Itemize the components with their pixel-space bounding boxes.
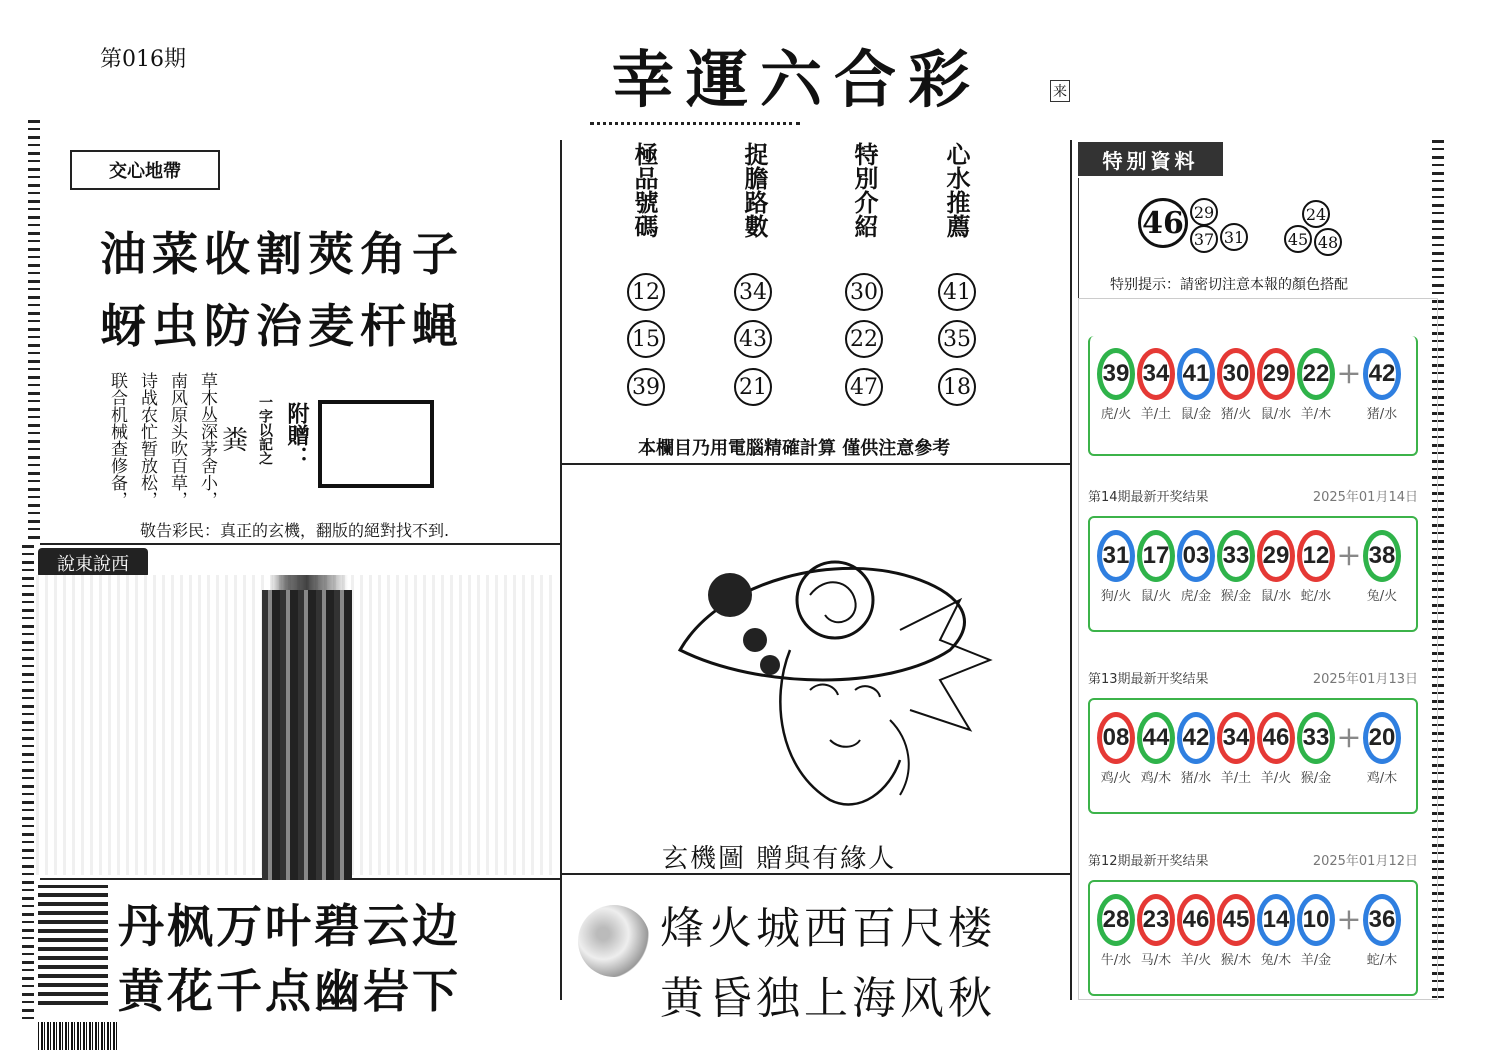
ball-number: 29 <box>1257 530 1295 582</box>
special-number: 29 <box>1190 198 1218 226</box>
vertical-poem-line: 诗战农忙暂放松， <box>137 372 157 508</box>
lottery-ball <box>1136 348 1176 422</box>
result-balls <box>1096 894 1402 968</box>
lottery-ball <box>1362 894 1402 968</box>
lottery-ball <box>1136 530 1176 604</box>
ball-zodiac: 鸡/火 <box>1100 771 1132 786</box>
ball-number: 28 <box>1097 894 1135 946</box>
ball-number: 14 <box>1257 894 1295 946</box>
number-circle: 18 <box>938 368 976 406</box>
gift-label: 附贈： <box>284 402 309 468</box>
lottery-ball <box>1362 530 1402 604</box>
special-hint: 特别提示：請密切注意本報的顏色搭配 <box>1110 277 1348 293</box>
lottery-ball <box>1096 712 1136 786</box>
riddle-illustration <box>660 540 1000 830</box>
number-circle: 12 <box>627 273 665 311</box>
ball-number: 42 <box>1177 712 1215 764</box>
lottery-ball <box>1256 712 1296 786</box>
special-number: 31 <box>1220 223 1248 251</box>
poem-bottom-center-1: 烽火城西百尺楼 <box>660 903 996 954</box>
ball-number: 30 <box>1217 348 1255 400</box>
ball-number: 23 <box>1137 894 1175 946</box>
result-date: 2025年01月13日 <box>1312 672 1418 687</box>
column-head-1: 極品號碼 <box>630 142 659 238</box>
section-label-heart: 交心地帶 <box>70 150 220 190</box>
ball-number: 33 <box>1297 712 1335 764</box>
number-circle: 47 <box>845 368 883 406</box>
special-number: 24 <box>1302 200 1330 228</box>
section-label-talk: 說東說西 <box>38 548 148 578</box>
lottery-ball <box>1096 348 1136 422</box>
result-header <box>1088 486 1418 505</box>
poem-bottom-left-1: 丹枫万叶碧云边 <box>118 899 461 953</box>
plus-icon: + <box>1336 902 1362 937</box>
column-head-4: 心水推薦 <box>942 142 971 238</box>
lottery-ball <box>1176 894 1216 968</box>
result-date: 2025年01月14日 <box>1312 490 1418 505</box>
ball-zodiac: 狗/火 <box>1100 589 1132 604</box>
lottery-ball <box>1256 530 1296 604</box>
ball-number: 17 <box>1137 530 1175 582</box>
lottery-ball <box>1256 348 1296 422</box>
lottery-ball <box>1096 530 1136 604</box>
ball-number: 46 <box>1177 894 1215 946</box>
ball-number: 33 <box>1217 530 1255 582</box>
riddle-line-2: 蚜虫防治麦杆蝇 <box>100 299 464 353</box>
title-tail: 来 <box>1050 80 1070 102</box>
special-title: 特别資料 <box>1078 142 1223 176</box>
ball-zodiac: 牛/水 <box>1100 953 1132 968</box>
answer-char: 粪 <box>222 426 249 456</box>
ball-zodiac: 羊/金 <box>1300 953 1332 968</box>
title-divider <box>590 122 800 125</box>
decor-stripes <box>38 885 108 1005</box>
lottery-ball <box>1136 712 1176 786</box>
ball-number: 12 <box>1297 530 1335 582</box>
number-circle: 43 <box>734 320 772 358</box>
result-balls <box>1096 712 1402 786</box>
special-border <box>1078 178 1079 298</box>
number-circle: 34 <box>734 273 772 311</box>
number-circle: 21 <box>734 368 772 406</box>
lottery-ball <box>1176 348 1216 422</box>
special-main-number: 46 <box>1138 198 1188 248</box>
lottery-ball <box>1296 712 1336 786</box>
result-balls <box>1096 530 1402 604</box>
lottery-ball <box>1296 348 1336 422</box>
column-head-3: 特別介紹 <box>850 142 879 238</box>
ball-number: 42 <box>1363 348 1401 400</box>
ball-zodiac: 羊/火 <box>1180 953 1212 968</box>
ball-number: 22 <box>1297 348 1335 400</box>
special-number: 37 <box>1190 225 1218 253</box>
divider-center-top <box>562 463 1070 465</box>
lottery-ball <box>1216 530 1256 604</box>
ball-zodiac: 猪/水 <box>1366 407 1398 422</box>
vertical-poem-line: 联合机械查修备， <box>107 372 127 508</box>
ball-number: 46 <box>1257 712 1295 764</box>
result-header <box>1088 668 1418 687</box>
hint-small: 一字以記之 <box>257 395 273 465</box>
result-panel-0 <box>1088 336 1418 456</box>
lottery-ball <box>1256 894 1296 968</box>
ball-number: 03 <box>1177 530 1215 582</box>
lottery-ball <box>1176 530 1216 604</box>
number-circle: 30 <box>845 273 883 311</box>
number-circle: 22 <box>845 320 883 358</box>
ball-number: 29 <box>1257 348 1295 400</box>
ball-zodiac: 鸡/木 <box>1366 771 1398 786</box>
result-period: 第12期最新开奖结果 <box>1088 854 1209 869</box>
lottery-ball <box>1176 712 1216 786</box>
lottery-ball <box>1216 348 1256 422</box>
lottery-ball <box>1296 894 1336 968</box>
result-panel-2 <box>1088 698 1418 814</box>
vertical-poem <box>108 372 218 508</box>
ball-number: 34 <box>1137 348 1175 400</box>
ball-zodiac: 蛇/木 <box>1366 953 1398 968</box>
ball-zodiac: 羊/木 <box>1300 407 1332 422</box>
ball-number: 08 <box>1097 712 1135 764</box>
ball-zodiac: 猴/木 <box>1220 953 1252 968</box>
result-balls <box>1096 348 1402 422</box>
ball-zodiac: 羊/土 <box>1140 407 1172 422</box>
ball-number: 41 <box>1177 348 1215 400</box>
ball-zodiac: 虎/火 <box>1100 407 1132 422</box>
column-head-2: 捉膽路數 <box>740 142 769 238</box>
divider-left <box>560 140 562 1000</box>
ball-number: 45 <box>1217 894 1255 946</box>
special-number: 48 <box>1314 228 1342 256</box>
result-panel-3 <box>1088 880 1418 996</box>
barcode <box>38 1022 118 1050</box>
ball-number: 10 <box>1297 894 1335 946</box>
ball-zodiac: 羊/火 <box>1260 771 1292 786</box>
lottery-ball <box>1136 894 1176 968</box>
ball-zodiac: 兔/木 <box>1260 953 1292 968</box>
ball-zodiac: 虎/金 <box>1180 589 1212 604</box>
result-period: 第14期最新开奖结果 <box>1088 490 1209 505</box>
notice: 敬告彩民：真正的玄機，翻版的絕對找不到. <box>140 521 450 540</box>
ball-number: 34 <box>1217 712 1255 764</box>
plus-icon: + <box>1336 538 1362 573</box>
result-header <box>1088 850 1418 869</box>
ball-number: 44 <box>1137 712 1175 764</box>
result-panel-1 <box>1088 516 1418 632</box>
result-period: 第13期最新开奖结果 <box>1088 672 1209 687</box>
ball-zodiac: 羊/土 <box>1220 771 1252 786</box>
number-circle: 39 <box>627 368 665 406</box>
poem-bottom-left-2: 黄花千点幽岩下 <box>118 964 461 1018</box>
result-date: 2025年01月12日 <box>1312 854 1418 869</box>
ball-zodiac: 鸡/木 <box>1140 771 1172 786</box>
page-title: 幸運六合彩 <box>612 43 983 116</box>
gift-box <box>318 400 434 488</box>
poem-bottom-center-2: 黄昏独上海风秋 <box>660 973 996 1024</box>
riddle-line-1: 油菜收割莢角子 <box>100 227 464 281</box>
ball-zodiac: 鼠/火 <box>1140 589 1172 604</box>
ball-number: 31 <box>1097 530 1135 582</box>
ball-zodiac: 鼠/水 <box>1260 589 1292 604</box>
lottery-ball <box>1296 530 1336 604</box>
lottery-ball <box>1216 894 1256 968</box>
vertical-poem-line: 草木丛深茅舍小， <box>197 372 217 508</box>
lottery-ball <box>1362 712 1402 786</box>
ball-zodiac: 兔/火 <box>1366 589 1398 604</box>
ball-number: 36 <box>1363 894 1401 946</box>
ball-zodiac: 蛇/水 <box>1300 589 1332 604</box>
ball-number: 20 <box>1363 712 1401 764</box>
lottery-ball <box>1216 712 1256 786</box>
divider-left-mid <box>40 543 560 545</box>
number-circle: 35 <box>938 320 976 358</box>
ball-zodiac: 鼠/金 <box>1180 407 1212 422</box>
ball-zodiac: 鼠/水 <box>1260 407 1292 422</box>
ball-zodiac: 猴/金 <box>1300 771 1332 786</box>
number-circle: 41 <box>938 273 976 311</box>
ball-zodiac: 猪/水 <box>1180 771 1212 786</box>
illustration-caption: 玄機圖 贈與有緣人 <box>662 844 897 874</box>
issue-number: 第016期 <box>100 47 186 72</box>
ball-zodiac: 猪/火 <box>1220 407 1252 422</box>
yinyang-icon <box>578 905 650 977</box>
plus-icon: + <box>1336 356 1362 391</box>
scanned-dark-band <box>262 590 352 880</box>
lottery-ball <box>1096 894 1136 968</box>
plus-icon: + <box>1336 720 1362 755</box>
center-note: 本欄目乃用電腦精確計算 僅供注意參考 <box>638 438 951 459</box>
number-circle: 15 <box>627 320 665 358</box>
vine-border-left <box>28 120 40 540</box>
vine-border-left-lower <box>22 545 34 1025</box>
special-number: 45 <box>1284 225 1312 253</box>
vertical-poem-line: 南风原头吹百草， <box>167 372 187 508</box>
divider-right <box>1070 140 1072 1000</box>
ball-number: 39 <box>1097 348 1135 400</box>
lottery-ball <box>1362 348 1402 422</box>
ball-zodiac: 马/木 <box>1140 953 1172 968</box>
ball-zodiac: 猴/金 <box>1220 589 1252 604</box>
ball-number: 38 <box>1363 530 1401 582</box>
